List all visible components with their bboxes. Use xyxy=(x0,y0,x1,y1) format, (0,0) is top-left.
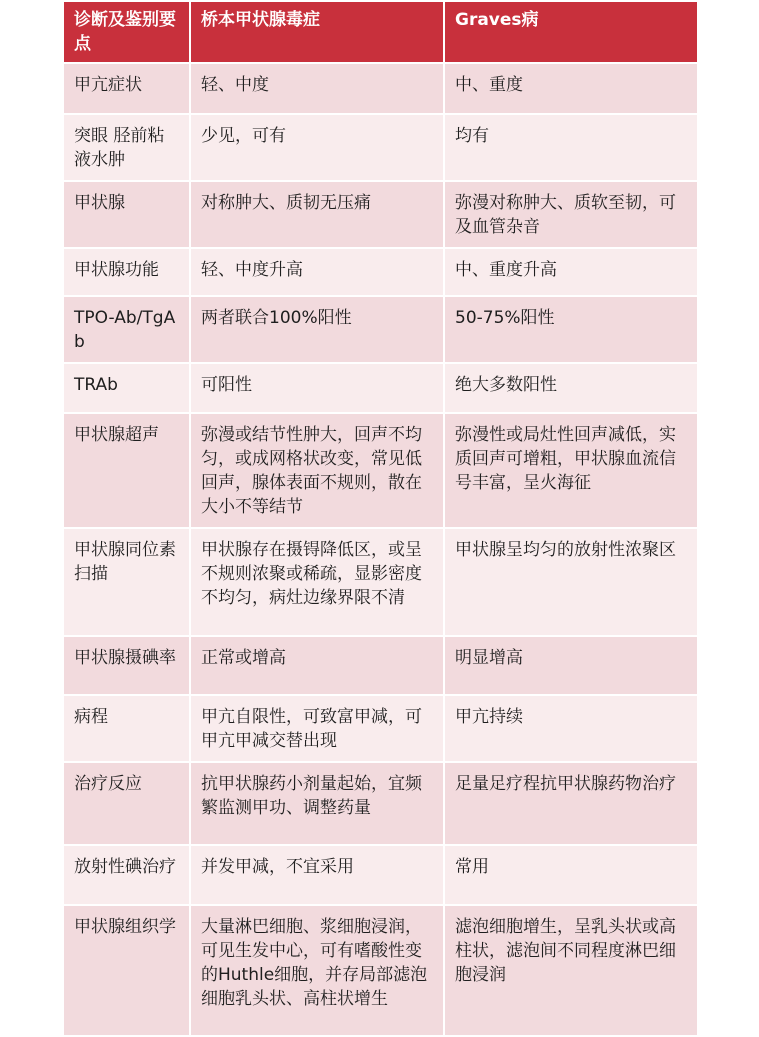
row-graves: 常用 xyxy=(444,845,698,905)
row-hashimoto: 少见，可有 xyxy=(190,114,444,181)
header-graves: Graves病 xyxy=(444,1,698,63)
row-item: TRAb xyxy=(63,363,190,413)
table-row xyxy=(63,181,698,248)
row-hashimoto: 并发甲减，不宜采用 xyxy=(190,845,444,905)
row-graves: 绝大多数阳性 xyxy=(444,363,698,413)
row-hashimoto: 轻、中度 xyxy=(190,63,444,114)
header-item: 诊断及鉴别要点 xyxy=(63,1,190,63)
comparison-table xyxy=(62,0,699,1037)
row-item: 突眼 胫前粘液水肿 xyxy=(63,114,190,181)
row-graves: 中、重度 xyxy=(444,63,698,114)
row-hashimoto: 甲亢自限性，可致富甲减，可甲亢甲减交替出现 xyxy=(190,695,444,762)
row-item: 甲状腺组织学 xyxy=(63,905,190,1036)
table-row xyxy=(63,248,698,296)
row-hashimoto: 甲状腺存在摄锝降低区，或呈不规则浓聚或稀疏，显影密度不均匀，病灶边缘界限不清 xyxy=(190,528,444,636)
table-row xyxy=(63,845,698,905)
table-row xyxy=(63,695,698,762)
row-hashimoto: 抗甲状腺药小剂量起始，宜频繁监测甲功、调整药量 xyxy=(190,762,444,845)
row-item: 甲状腺超声 xyxy=(63,413,190,528)
row-hashimoto: 大量淋巴细胞、浆细胞浸润，可见生发中心，可有嗜酸性变的Huthle细胞，并存局部滤泡细胞乳头状、高柱状增生 xyxy=(190,905,444,1036)
row-graves: 甲亢持续 xyxy=(444,695,698,762)
row-graves: 滤泡细胞增生，呈乳头状或高柱状，滤泡间不同程度淋巴细胞浸润 xyxy=(444,905,698,1036)
row-item: 放射性碘治疗 xyxy=(63,845,190,905)
row-item: 甲状腺功能 xyxy=(63,248,190,296)
table-row xyxy=(63,636,698,695)
row-item: 甲状腺 xyxy=(63,181,190,248)
table-row xyxy=(63,296,698,363)
row-item: 治疗反应 xyxy=(63,762,190,845)
row-graves: 均有 xyxy=(444,114,698,181)
row-item: 病程 xyxy=(63,695,190,762)
row-hashimoto: 正常或增高 xyxy=(190,636,444,695)
table-row xyxy=(63,63,698,114)
row-graves: 足量足疗程抗甲状腺药物治疗 xyxy=(444,762,698,845)
header-row xyxy=(63,1,698,63)
header-hashimoto: 桥本甲状腺毒症 xyxy=(190,1,444,63)
table-row xyxy=(63,114,698,181)
row-hashimoto: 对称肿大、质韧无压痛 xyxy=(190,181,444,248)
row-graves: 50-75%阳性 xyxy=(444,296,698,363)
table-row xyxy=(63,528,698,636)
row-graves: 中、重度升高 xyxy=(444,248,698,296)
row-graves: 甲状腺呈均匀的放射性浓聚区 xyxy=(444,528,698,636)
row-hashimoto: 轻、中度升高 xyxy=(190,248,444,296)
table-row xyxy=(63,413,698,528)
table-row xyxy=(63,762,698,845)
row-item: 甲亢症状 xyxy=(63,63,190,114)
table-row xyxy=(63,905,698,1036)
row-hashimoto: 两者联合100%阳性 xyxy=(190,296,444,363)
table-row xyxy=(63,363,698,413)
row-hashimoto: 弥漫或结节性肿大，回声不均匀，或成网格状改变，常见低回声，腺体表面不规则，散在大小不等结节 xyxy=(190,413,444,528)
row-graves: 弥漫对称肿大、质软至韧，可及血管杂音 xyxy=(444,181,698,248)
row-graves: 明显增高 xyxy=(444,636,698,695)
row-item: 甲状腺摄碘率 xyxy=(63,636,190,695)
row-item: 甲状腺同位素扫描 xyxy=(63,528,190,636)
row-item: TPO-Ab/TgAb xyxy=(63,296,190,363)
row-graves: 弥漫性或局灶性回声减低，实质回声可增粗，甲状腺血流信号丰富，呈火海征 xyxy=(444,413,698,528)
row-hashimoto: 可阳性 xyxy=(190,363,444,413)
